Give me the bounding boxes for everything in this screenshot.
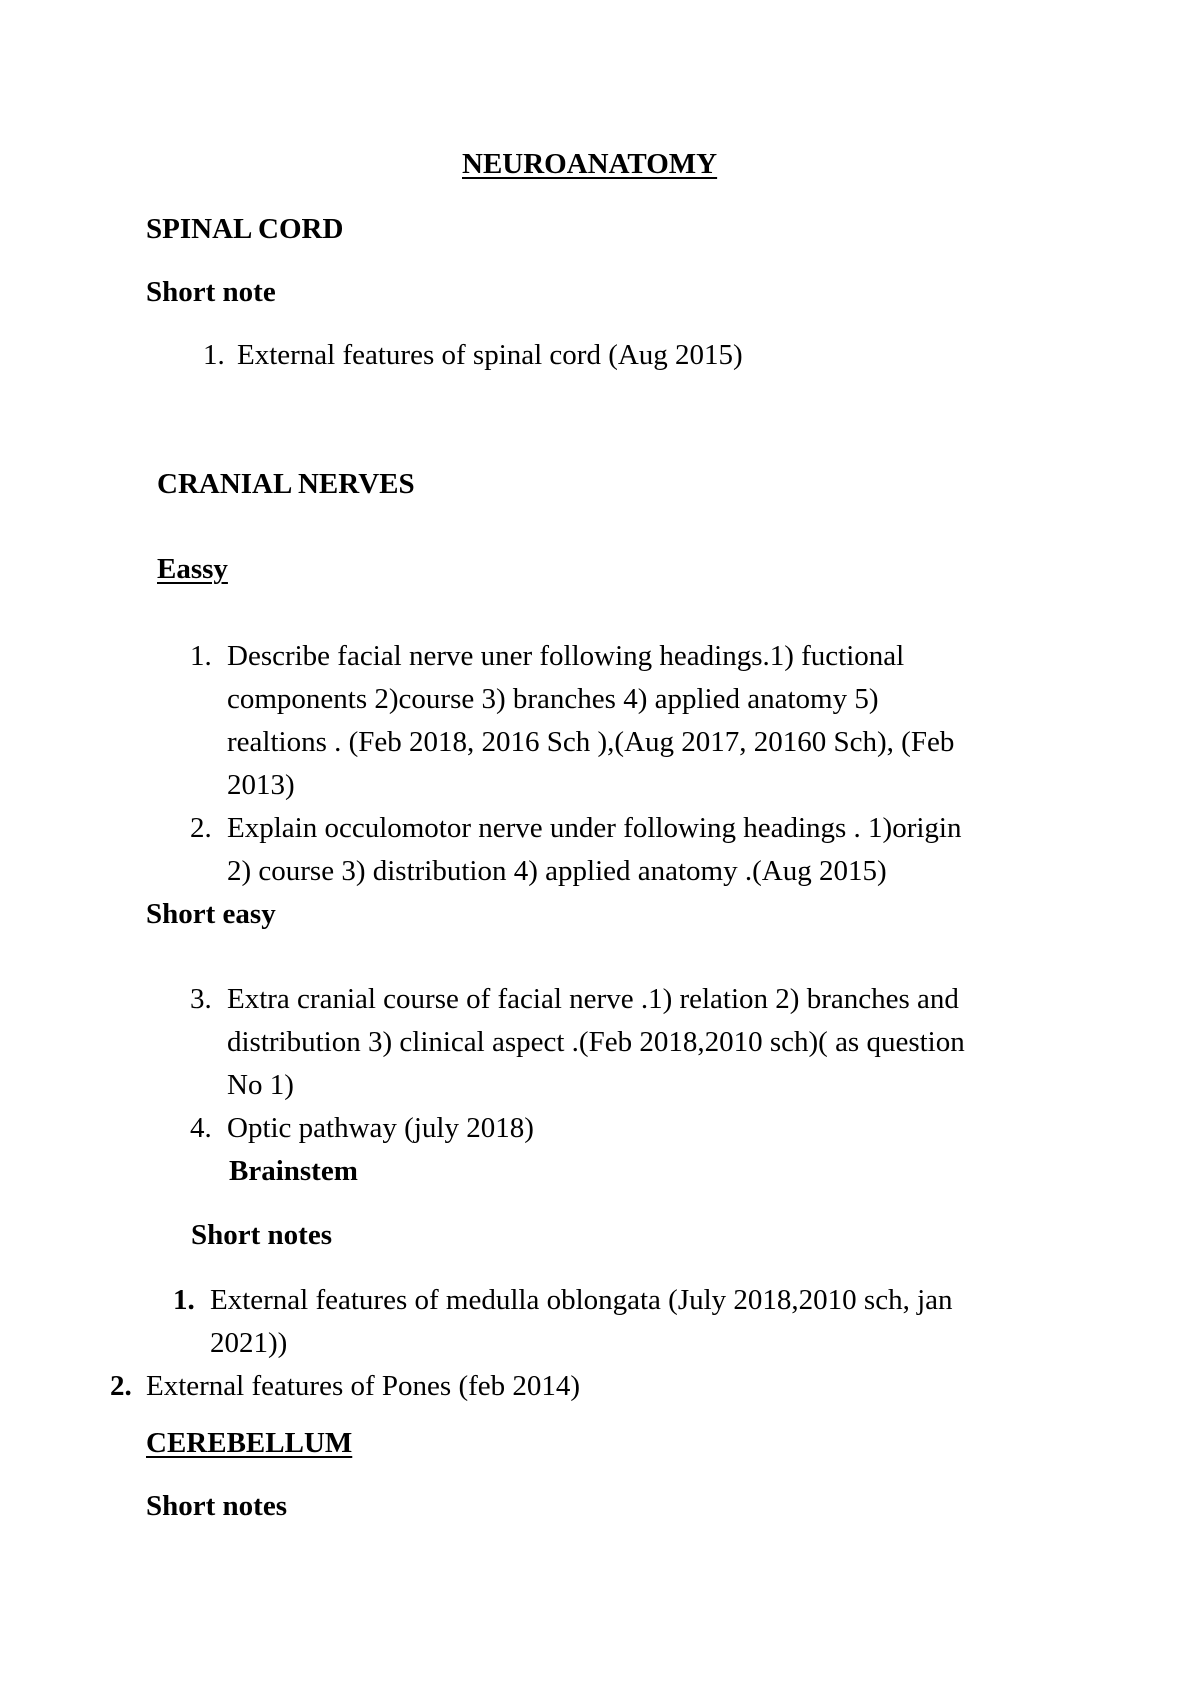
list-item-text: 2021))	[210, 1327, 288, 1359]
list-item-text: realtions . (Feb 2018, 2016 Sch ),(Aug 2017, 20160 Sch), (Feb	[227, 726, 955, 758]
spinal-cord-heading: SPINAL CORD	[146, 213, 344, 245]
list-item-text: Explain occulomotor nerve under following headings . 1)origin	[227, 812, 962, 844]
list-item-number: 2.	[110, 1370, 132, 1402]
essay-heading: Eassy	[157, 553, 228, 585]
list-item-text: External features of Pones (feb 2014)	[146, 1370, 581, 1402]
cerebellum-heading: CEREBELLUM	[146, 1427, 353, 1459]
short-essay-heading: Short easy	[146, 898, 276, 930]
list-item-number: 1.	[173, 1284, 195, 1316]
list-item-number: 2.	[190, 812, 212, 844]
list-item-text: Extra cranial course of facial nerve .1) relation 2) branches and	[227, 983, 959, 1015]
cerebellum-subheading: Short notes	[146, 1490, 287, 1522]
list-item-number: 3.	[190, 983, 212, 1015]
list-item-text: Describe facial nerve uner following headings.1) fuctional	[227, 640, 905, 672]
brainstem-heading: Brainstem	[229, 1155, 358, 1187]
brainstem-subheading: Short notes	[191, 1219, 332, 1251]
list-item-text: 2) course 3) distribution 4) applied anatomy .(Aug 2015)	[227, 855, 887, 887]
list-item-text: External features of spinal cord (Aug 2015)	[237, 339, 743, 371]
list-item-text: Optic pathway (july 2018)	[227, 1112, 534, 1144]
list-item-text: No 1)	[227, 1069, 294, 1101]
list-item-number: 4.	[190, 1112, 212, 1144]
spinal-cord-subheading: Short note	[146, 276, 276, 308]
list-item-text: components 2)course 3) branches 4) applied anatomy 5)	[227, 683, 879, 715]
list-item-number: 1.	[203, 339, 225, 371]
cranial-nerves-heading: CRANIAL NERVES	[157, 468, 415, 500]
document-title: NEUROANATOMY	[462, 148, 718, 180]
list-item-text: distribution 3) clinical aspect .(Feb 2018,2010 sch)( as question	[227, 1026, 965, 1058]
list-item-text: 2013)	[227, 769, 295, 801]
list-item-text: External features of medulla oblongata (July 2018,2010 sch, jan	[210, 1284, 953, 1316]
list-item-number: 1.	[190, 640, 212, 672]
